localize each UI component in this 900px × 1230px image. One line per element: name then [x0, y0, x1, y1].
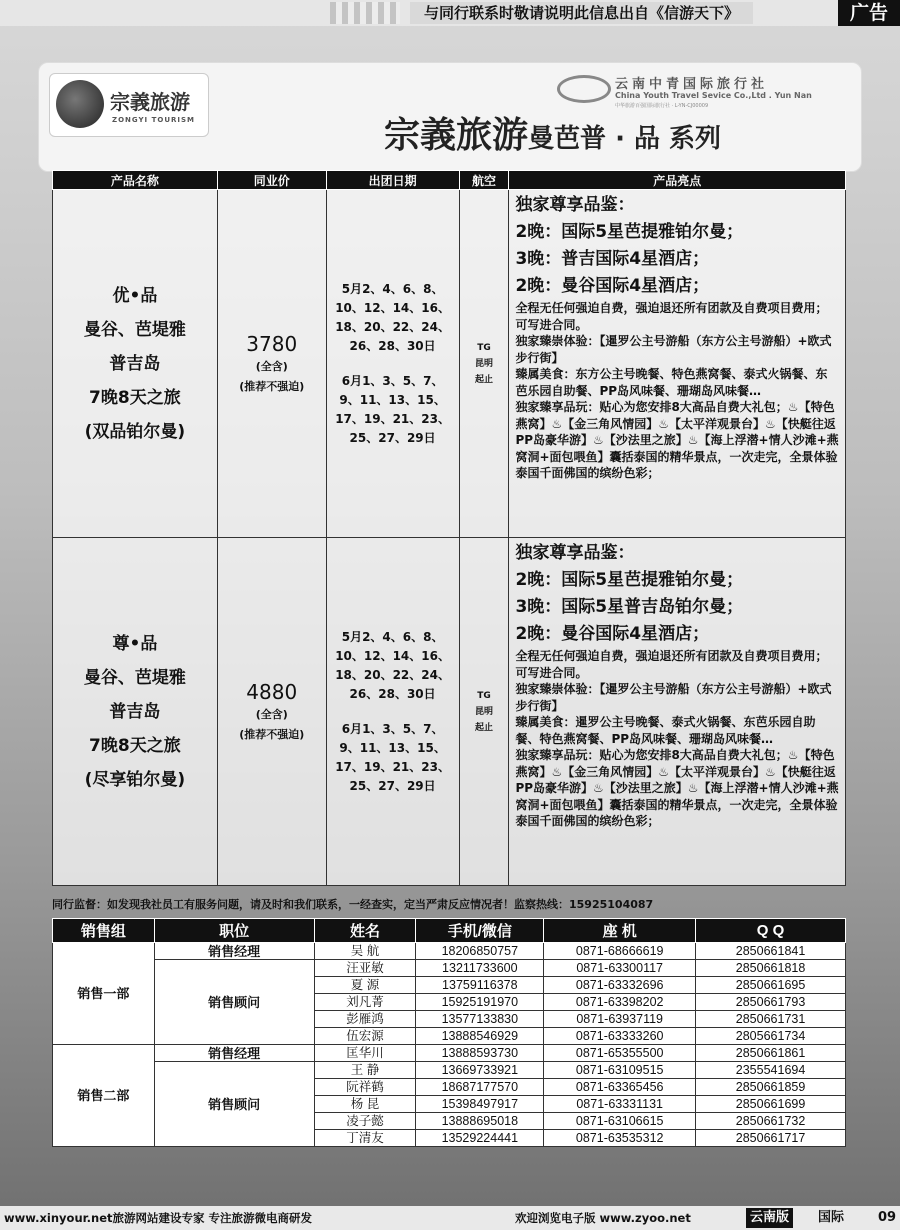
contact-mobile[interactable]: 13888546929	[416, 1028, 544, 1045]
price-value: 3780	[246, 331, 298, 356]
highlight-hotel: 2晚：国际5星芭提雅铂尔曼；	[515, 570, 744, 590]
contact-mobile[interactable]: 18206850757	[416, 943, 544, 960]
contact-phone[interactable]: 0871-63333260	[544, 1028, 696, 1045]
date-line: 25、27、29日	[349, 778, 436, 793]
contacts-table	[52, 918, 846, 1147]
contact-mobile[interactable]: 15925191970	[416, 994, 544, 1011]
logo-name: 宗義旅游	[110, 90, 190, 114]
highlights-cell	[509, 538, 846, 886]
contact-mobile[interactable]: 13888695018	[416, 1113, 544, 1130]
price-note: (全含)	[255, 359, 288, 373]
highlight-hotel: 2晚：曼谷国际4星酒店；	[515, 624, 710, 644]
product-name-line: (尽享铂尔曼)	[84, 769, 186, 790]
contact-phone[interactable]: 0871-63109515	[544, 1062, 696, 1079]
date-line: 26、28、30日	[349, 686, 436, 701]
contact-qq[interactable]: 2850661818	[696, 960, 846, 977]
contact-name: 吴 航	[314, 943, 416, 960]
top-bar	[0, 0, 900, 26]
contact-mobile[interactable]: 13759116378	[416, 977, 544, 994]
price-cell	[217, 538, 326, 886]
contact-phone[interactable]: 0871-63300117	[544, 960, 696, 977]
group-name: 销售二部	[53, 1045, 155, 1147]
agency-english: China Youth Travel Sevice Co.,Ltd . Yun Nan	[615, 91, 812, 100]
footer-right-link[interactable]: 欢迎浏览电子版 www.zyoo.net	[515, 1211, 691, 1225]
col-dates: 出团日期	[326, 171, 459, 190]
highlight-hotel: 3晚：普吉国际4星酒店；	[515, 249, 710, 269]
role-manager: 销售经理	[154, 1045, 314, 1062]
date-line: 17、19、21、23、	[335, 411, 450, 426]
contact-name: 阮祥鹤	[314, 1079, 416, 1096]
product-name-cell	[53, 190, 218, 538]
contact-phone[interactable]: 0871-63398202	[544, 994, 696, 1011]
col-highlights: 产品亮点	[509, 171, 846, 190]
contact-name: 杨 昆	[314, 1096, 416, 1113]
contact-qq[interactable]: 2850661699	[696, 1096, 846, 1113]
agency-fine-print: 中华旅游百强国际旅行社 · L-YN-CJ00009	[615, 103, 709, 109]
date-line: 17、19、21、23、	[335, 759, 450, 774]
contact-qq[interactable]: 2850661861	[696, 1045, 846, 1062]
col-qq: Q Q	[696, 919, 846, 943]
date-line: 9、11、13、15、	[339, 740, 446, 755]
airline-code: TG	[477, 690, 491, 701]
date-line: 9、11、13、15、	[339, 392, 446, 407]
product-name-line: 7晚8天之旅	[89, 735, 181, 756]
role-consultant: 销售顾问	[154, 960, 314, 1045]
contact-name: 彭雁鸿	[314, 1011, 416, 1028]
col-price: 同业价	[217, 171, 326, 190]
contact-qq[interactable]: 2850661859	[696, 1079, 846, 1096]
product-row	[53, 538, 846, 886]
airline-note: 起止	[474, 374, 493, 385]
highlight-text: 臻属美食：暹罗公主号晚餐、泰式火锅餐、东芭乐园自助餐、特色燕窝餐、PP岛风味餐、珊瑚岛风味餐…	[515, 715, 816, 746]
contact-name: 汪亚敏	[314, 960, 416, 977]
highlight-heading: 独家尊享品鉴：	[515, 195, 635, 215]
contact-row	[53, 1045, 846, 1062]
highlight-text: 全程无任何强迫自费，强迫退还所有团款及自费项目费用；可写进合同。	[515, 649, 828, 680]
contact-qq[interactable]: 2805661734	[696, 1028, 846, 1045]
col-group: 销售组	[53, 919, 155, 943]
col-name: 姓名	[314, 919, 416, 943]
airline-cell	[459, 190, 509, 538]
contact-mobile[interactable]: 18687177570	[416, 1079, 544, 1096]
date-line: 18、20、22、24、	[335, 319, 450, 334]
contact-phone[interactable]: 0871-68666619	[544, 943, 696, 960]
contact-name: 刘凡菁	[314, 994, 416, 1011]
product-name-line: 曼谷、芭堤雅	[83, 319, 186, 340]
footer-bar	[0, 1206, 900, 1230]
highlight-text: 独家臻享品玩：贴心为您安排8大高品自费大礼包；♨【特色燕窝】♨【金三角风情园】♨【太平洋观景台】♨【快艇往返PP岛豪华游】♨【沙法里之旅】♨【海上浮潜+情人沙滩+燕窝洞+面包喂鱼】囊括泰国的精华景点，一次走完，全景体验泰国千面佛国的缤纷色彩；	[515, 400, 839, 480]
agency-name: 云南中青国际旅行社	[615, 77, 769, 92]
airline-city: 昆明	[474, 358, 493, 369]
checker-decoration	[330, 2, 400, 24]
highlight-hotel: 2晚：国际5星芭提雅铂尔曼；	[515, 222, 744, 242]
role-manager: 销售经理	[154, 943, 314, 960]
contact-mobile[interactable]: 15398497917	[416, 1096, 544, 1113]
contact-mobile[interactable]: 13669733921	[416, 1062, 544, 1079]
contact-phone[interactable]: 0871-63365456	[544, 1079, 696, 1096]
col-product-name: 产品名称	[53, 171, 218, 190]
col-mobile: 手机/微信	[416, 919, 544, 943]
highlight-text: 独家臻享品玩：贴心为您安排8大高品自费大礼包；♨【特色燕窝】♨【金三角风情园】♨【太平洋观景台】♨【快艇往返PP岛豪华游】♨【沙法里之旅】♨【海上浮潜+情人沙滩+燕窝洞+面包喂鱼】囊括泰国的精华景点，一次走完，全景体验泰国千面佛国的缤纷色彩；	[515, 748, 839, 828]
col-role: 职位	[154, 919, 314, 943]
supervision-notice: 同行监督：如发现我社员工有服务问题，请及时和我们联系，一经查实，定当严肃反应情况者！监察热线：15925104087	[52, 898, 654, 911]
agency-emblem-icon	[557, 75, 611, 103]
product-name-cell	[53, 538, 218, 886]
price-cell	[217, 190, 326, 538]
highlight-text: 臻属美食：东方公主号晚餐、特色燕窝餐、泰式火锅餐、东芭乐园自助餐、PP岛风味餐、珊瑚岛风味餐…	[515, 367, 828, 398]
date-line: 6月1、3、5、7、	[341, 373, 444, 388]
contact-row	[53, 1062, 846, 1079]
price-note: (全含)	[255, 707, 288, 721]
contact-mobile[interactable]: 13577133830	[416, 1011, 544, 1028]
dates-cell	[326, 190, 459, 538]
contact-phone[interactable]: 0871-63535312	[544, 1130, 696, 1147]
section-label: 国际	[818, 1210, 845, 1225]
contact-name: 凌子懿	[314, 1113, 416, 1130]
page-number: 09	[878, 1210, 897, 1225]
contact-qq[interactable]: 2850661793	[696, 994, 846, 1011]
airline-cell	[459, 538, 509, 886]
brand-name: 宗義旅游	[384, 115, 529, 156]
price-note-2: (推荐不强迫)	[239, 727, 305, 741]
zongyi-logo[interactable]	[49, 73, 209, 137]
product-name-line: 普吉岛	[109, 701, 161, 722]
contact-name: 匡华川	[314, 1045, 416, 1062]
contact-phone[interactable]: 0871-65355500	[544, 1045, 696, 1062]
contacts-header	[53, 919, 846, 943]
highlight-text: 独家臻崇体验：【暹罗公主号游船（东方公主号游船）+欧式步行街】	[515, 334, 832, 365]
contact-row	[53, 960, 846, 977]
agency-logo	[557, 71, 847, 111]
highlight-hotel: 2晚：曼谷国际4星酒店；	[515, 276, 710, 296]
contact-mobile[interactable]: 13211733600	[416, 960, 544, 977]
contact-name: 丁清友	[314, 1130, 416, 1147]
price-value: 4880	[246, 679, 298, 704]
date-line: 5月2、4、6、8、	[341, 629, 444, 644]
date-line: 10、12、14、16、	[335, 648, 450, 663]
contact-qq[interactable]: 2850661695	[696, 977, 846, 994]
source-notice: 与同行联系时敬请说明此信息出自《信游天下》	[410, 2, 753, 24]
highlights-cell	[509, 190, 846, 538]
group-name: 销售一部	[53, 943, 155, 1045]
highlight-text: 全程无任何强迫自费，强迫退还所有团款及自费项目费用；可写进合同。	[515, 301, 828, 332]
contact-qq[interactable]: 2850661732	[696, 1113, 846, 1130]
product-tier: 尊•品	[112, 633, 158, 654]
product-name-line: 7晚8天之旅	[89, 387, 181, 408]
airline-city: 昆明	[474, 706, 493, 717]
date-line: 5月2、4、6、8、	[341, 281, 444, 296]
product-name-line: (双品铂尔曼)	[84, 421, 186, 442]
date-line: 6月1、3、5、7、	[341, 721, 444, 736]
logo-emblem-icon	[56, 80, 104, 128]
date-gap	[327, 356, 459, 372]
product-name-line: 普吉岛	[109, 353, 161, 374]
highlight-text: 独家臻崇体验：【暹罗公主号游船（东方公主号游船）+欧式步行街】	[515, 682, 832, 713]
highlight-heading: 独家尊享品鉴：	[515, 543, 635, 563]
product-name-line: 曼谷、芭堤雅	[83, 667, 186, 688]
contact-phone[interactable]: 0871-63332696	[544, 977, 696, 994]
date-line: 25、27、29日	[349, 430, 436, 445]
contact-row	[53, 943, 846, 960]
airline-note: 起止	[474, 722, 493, 733]
contact-phone[interactable]: 0871-63106615	[544, 1113, 696, 1130]
contact-name: 伍宏源	[314, 1028, 416, 1045]
role-consultant: 销售顾问	[154, 1062, 314, 1147]
dates-cell	[326, 538, 459, 886]
col-airline: 航空	[459, 171, 509, 190]
date-line: 10、12、14、16、	[335, 300, 450, 315]
date-gap	[327, 704, 459, 720]
footer-left-link[interactable]: www.xinyour.net旅游网站建设专家 专注旅游微电商研发	[4, 1211, 313, 1225]
col-phone: 座 机	[544, 919, 696, 943]
price-note-2: (推荐不强迫)	[239, 379, 305, 393]
date-line: 18、20、22、24、	[335, 667, 450, 682]
highlight-hotel: 3晚：国际5星普吉岛铂尔曼；	[515, 597, 744, 617]
contact-qq[interactable]: 2850661717	[696, 1130, 846, 1147]
contact-qq[interactable]: 2850661731	[696, 1011, 846, 1028]
ad-label: 广告	[838, 0, 900, 26]
airline-code: TG	[477, 342, 491, 353]
product-table-header	[53, 171, 846, 190]
contact-qq[interactable]: 2355541694	[696, 1062, 846, 1079]
edition-tag: 云南版	[746, 1208, 793, 1228]
series-name: 曼芭普 · 品 系列	[528, 124, 722, 154]
brand-title	[384, 107, 721, 158]
contact-mobile[interactable]: 13529224441	[416, 1130, 544, 1147]
contact-name: 王 静	[314, 1062, 416, 1079]
contact-phone[interactable]: 0871-63331131	[544, 1096, 696, 1113]
contact-name: 夏 源	[314, 977, 416, 994]
logo-english: ZONGYI TOURISM	[112, 116, 195, 124]
date-line: 26、28、30日	[349, 338, 436, 353]
product-row	[53, 190, 846, 538]
contact-phone[interactable]: 0871-63937119	[544, 1011, 696, 1028]
product-table	[52, 170, 846, 886]
contact-qq[interactable]: 2850661841	[696, 943, 846, 960]
product-tier: 优•品	[112, 285, 158, 306]
contact-mobile[interactable]: 13888593730	[416, 1045, 544, 1062]
header-panel	[38, 62, 862, 172]
